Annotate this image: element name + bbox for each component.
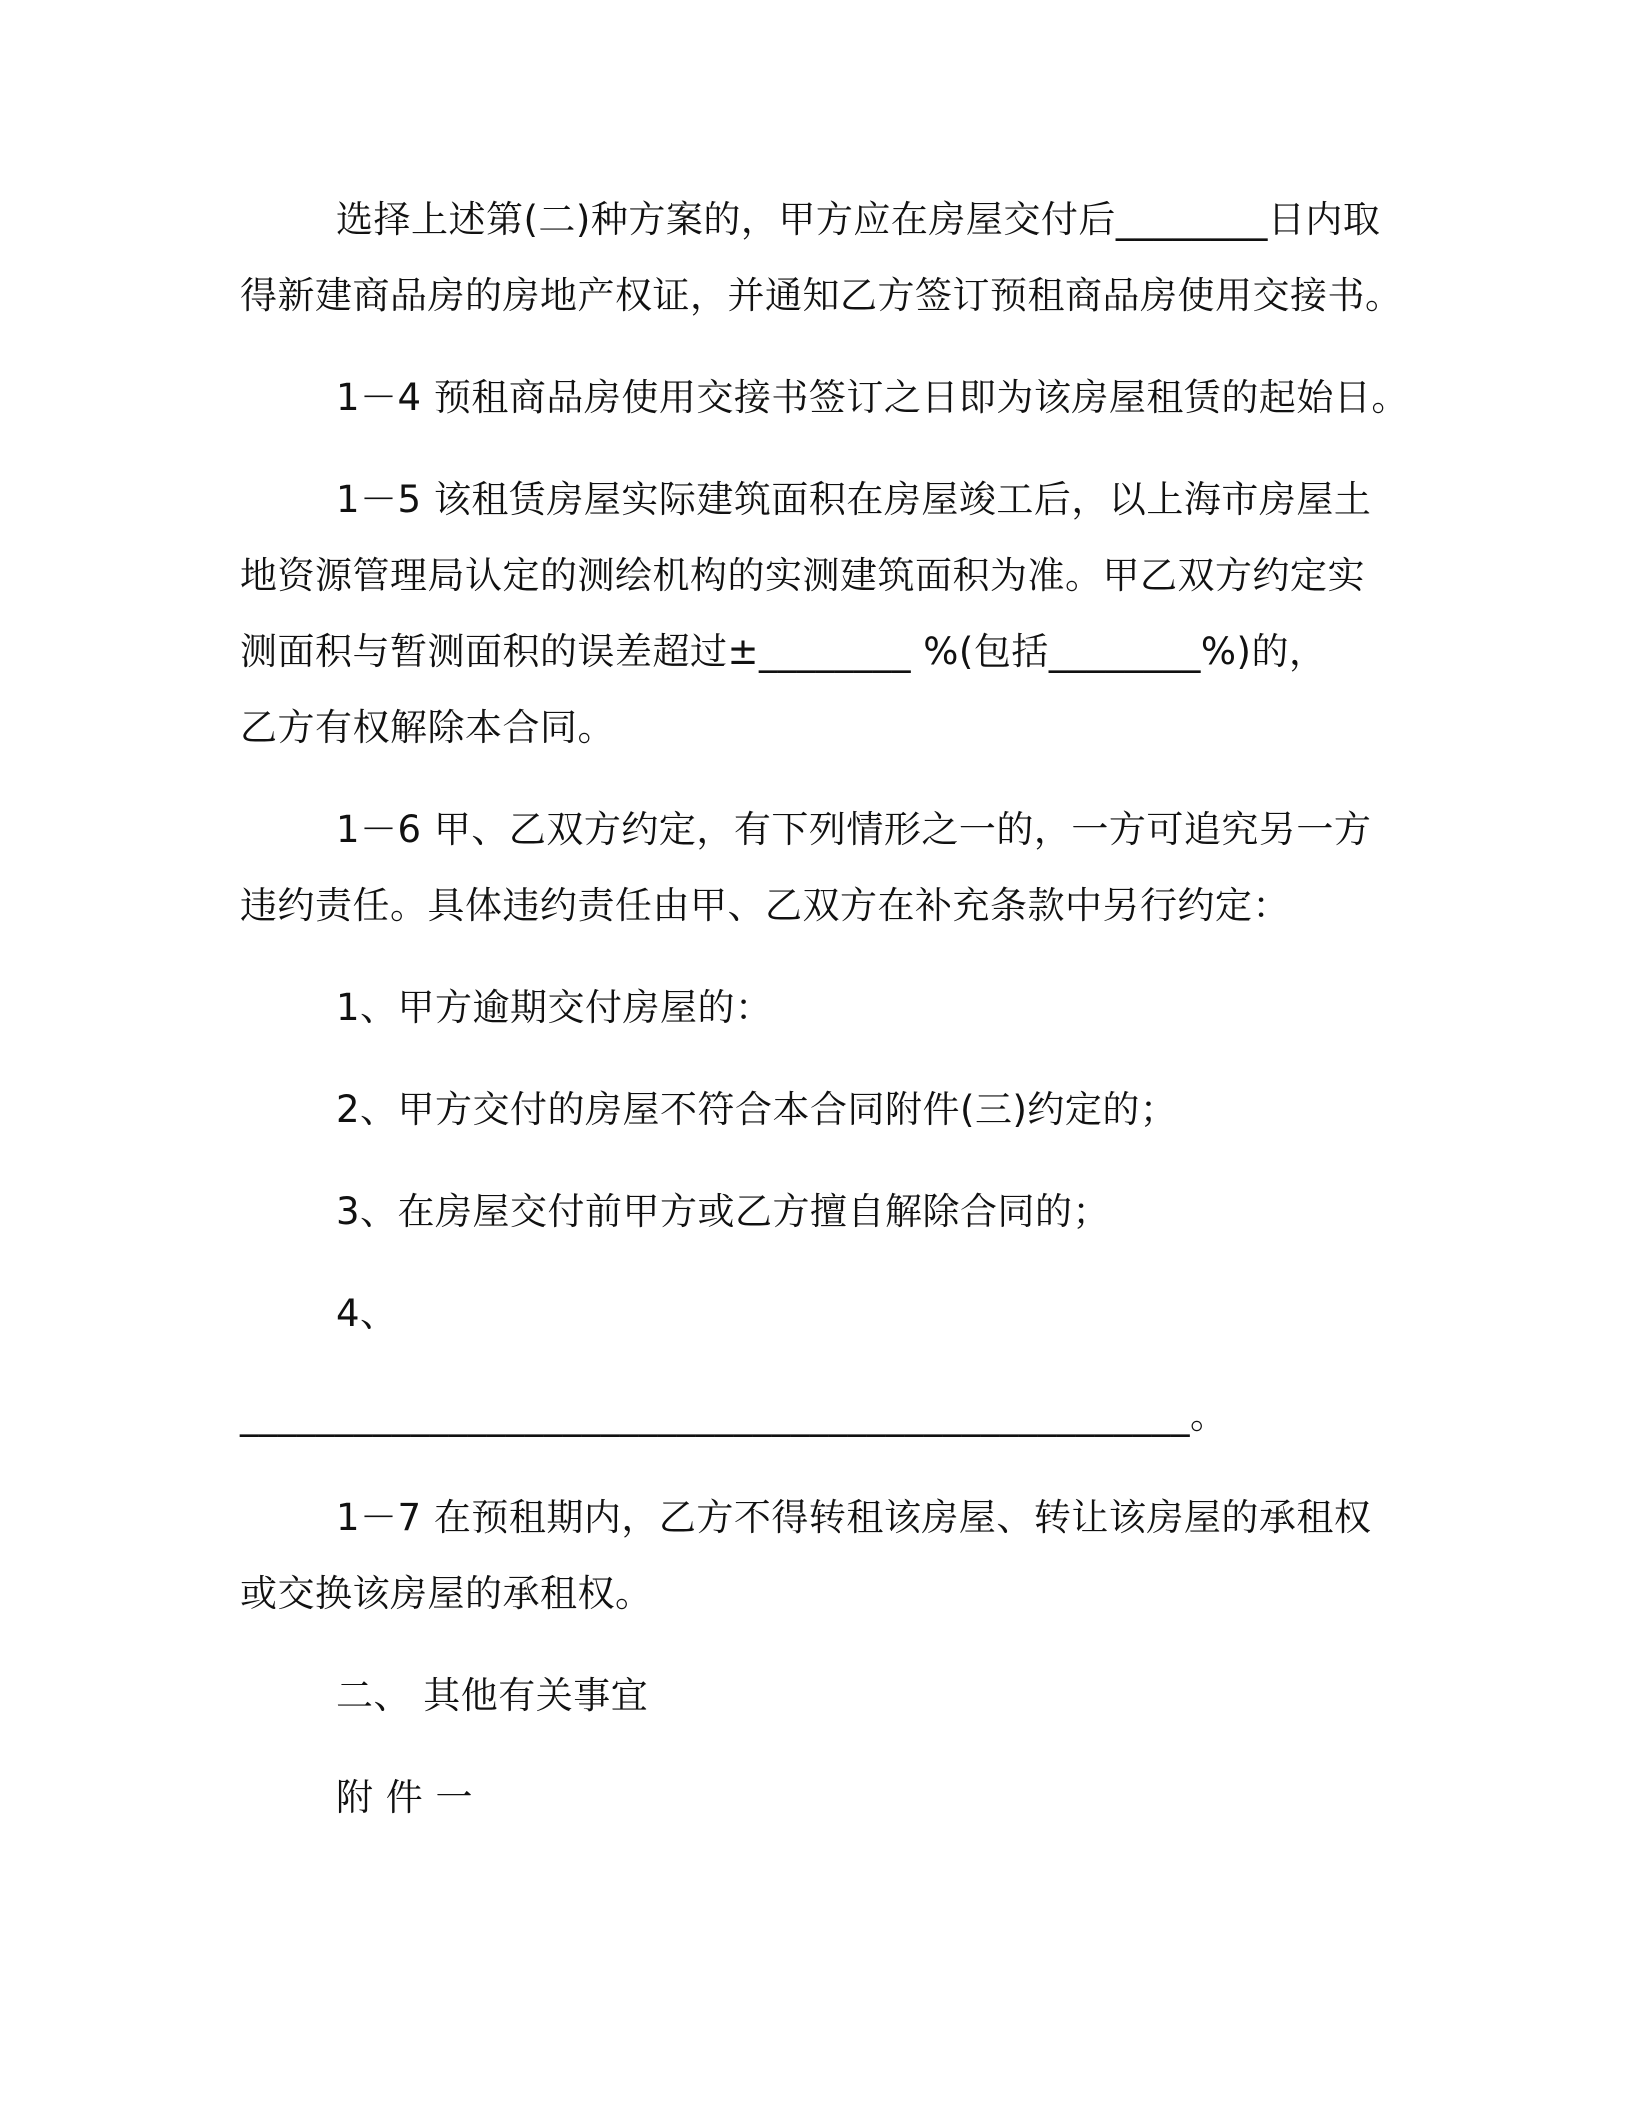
text-line: 乙方有权解除本合同。 [240,706,615,749]
text-line: 1、甲方逾期交付房屋的： [336,986,773,1029]
blank-fill-line: __________________________________________________。 [240,1394,1228,1437]
text-line: 地资源管理局认定的测绘机构的实测建筑面积为准。甲乙双方约定实 [240,554,1365,597]
text-line: 或交换该房屋的承租权。 [240,1572,653,1615]
text-line: 选择上述第(二)种方案的，甲方应在房屋交付后________日内取 [336,198,1381,241]
text-line: 违约责任。具体违约责任由甲、乙双方在补充条款中另行约定： [240,884,1290,927]
text-line: 1－4 预租商品房使用交接书签订之日即为该房屋租赁的起始日。 [336,376,1409,419]
text-line: 得新建商品房的房地产权证，并通知乙方签订预租商品房使用交接书。 [240,274,1403,317]
text-line: 1－6 甲、乙双方约定，有下列情形之一的，一方可追究另一方 [336,808,1372,851]
text-line: 2、甲方交付的房屋不符合本合同附件(三)约定的； [336,1088,1178,1131]
text-line: 3、在房屋交付前甲方或乙方擅自解除合同的； [336,1190,1111,1233]
text-line: 测面积与暂测面积的误差超过±________ %(包括________%)的， [240,630,1327,673]
appendix-heading: 附 件 一 [336,1776,474,1819]
text-line: 4、 [336,1292,398,1335]
text-line: 1－7 在预租期内，乙方不得转租该房屋、转让该房屋的承租权 [336,1496,1372,1539]
text-line: 1－5 该租赁房屋实际建筑面积在房屋竣工后，以上海市房屋土 [336,478,1372,521]
section-heading: 二、 其他有关事宜 [336,1674,649,1717]
